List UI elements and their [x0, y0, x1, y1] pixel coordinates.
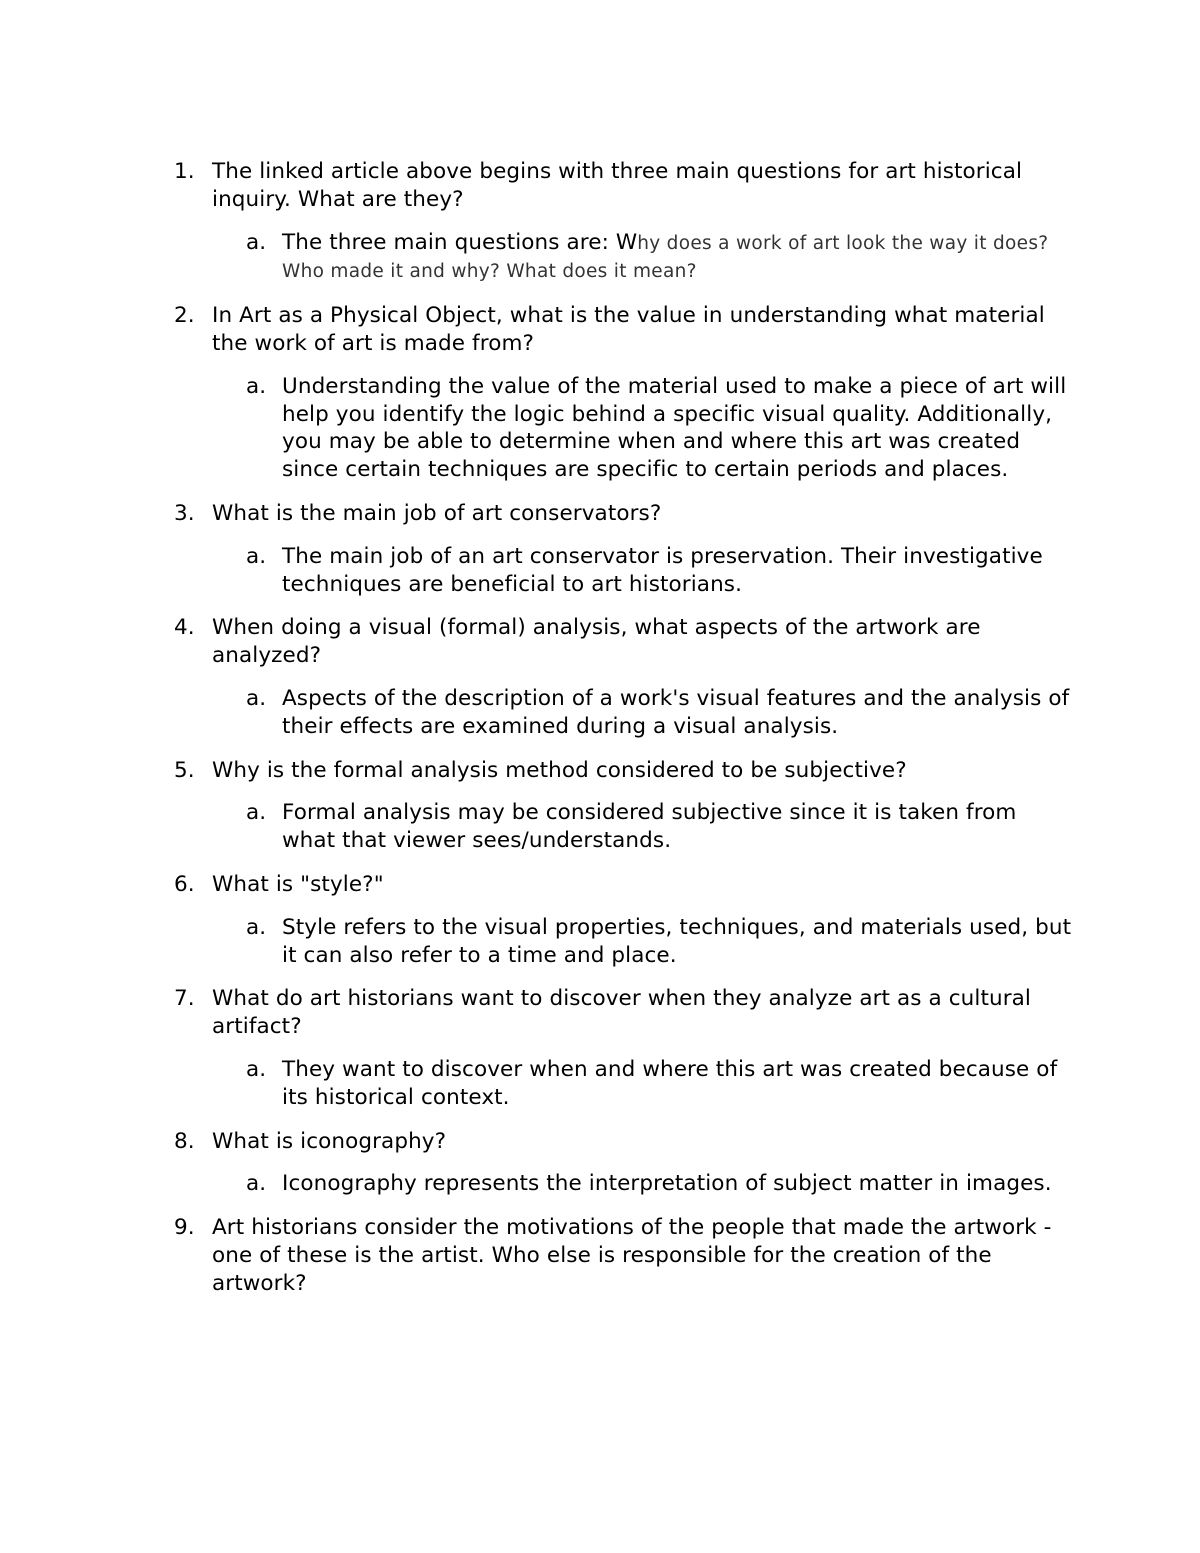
- question-item-1: [174, 158, 1074, 286]
- answer-item: [246, 373, 1074, 484]
- answer-letter: a.: [246, 914, 267, 940]
- question-item-6: [174, 871, 1074, 969]
- question-item-3: [174, 500, 1074, 598]
- answer-item: [246, 1056, 1074, 1112]
- question-text: Art historians consider the motivations of the people that made the artwork - one of these is the artist. Who else is responsible for the creation of the artwork?: [212, 1215, 1052, 1296]
- answer-item: [246, 229, 1074, 287]
- answer-item: [246, 914, 1074, 970]
- answer-letter: a.: [246, 685, 267, 711]
- question-text: What is "style?": [212, 871, 384, 897]
- question-text: What do art historians want to discover when they analyze art as a cultural artifact?: [212, 986, 1031, 1040]
- answer-text: The main job of an art conservator is preservation. Their investigative techniques are beneficial to art historians.: [282, 543, 1043, 597]
- question-text: The linked article above begins with three main questions for art historical inquiry. What are they?: [212, 159, 1023, 212]
- question-text: In Art as a Physical Object, what is the value in understanding what material the work of art is made from?: [212, 303, 1045, 356]
- question-number: 2.: [174, 303, 195, 329]
- answer-letter: a.: [246, 373, 267, 399]
- question-number: 8.: [174, 1128, 195, 1154]
- answer-text: Formal analysis may be considered subjective since it is taken from what that viewer sees/understands.: [282, 800, 1017, 854]
- question-item-2: [174, 302, 1074, 484]
- question-item-9: [174, 1214, 1074, 1297]
- question-number: 1.: [174, 159, 195, 184]
- answer-item: [246, 543, 1074, 599]
- question-item-8: [174, 1128, 1074, 1199]
- question-text: What is iconography?: [212, 1128, 447, 1154]
- answer-letter: a.: [246, 229, 267, 255]
- answer-letter: a.: [246, 1171, 267, 1197]
- question-text: When doing a visual (formal) analysis, what aspects of the artwork are analyzed?: [212, 615, 981, 669]
- question-list: [174, 158, 1074, 1298]
- question-number: 9.: [174, 1215, 195, 1241]
- question-number: 3.: [174, 500, 195, 526]
- answer-text: Understanding the value of the material used to make a piece of art will help you identify the logic behind a specific visual quality. Additionally, you may be able to determine when and where this art was created since certain techniques are specific to certain periods and places.: [282, 373, 1067, 483]
- question-number: 6.: [174, 871, 195, 897]
- answer-quoted-text: hy does a work of art look the way it does? Who made it and why? What does it mean?: [282, 232, 1049, 283]
- answer-item: [246, 685, 1074, 741]
- question-text: What is the main job of art conservators?: [212, 500, 662, 526]
- question-text: Why is the formal analysis method considered to be subjective?: [212, 757, 907, 783]
- question-item-7: [174, 985, 1074, 1111]
- answer-letter: a.: [246, 800, 267, 826]
- answer-item: [246, 1170, 1074, 1198]
- answer-letter: a.: [246, 543, 267, 569]
- question-number: 7.: [174, 986, 195, 1012]
- answer-letter: a.: [246, 1056, 267, 1082]
- answer-text: They want to discover when and where this art was created because of its historical context.: [282, 1056, 1058, 1110]
- question-number: 4.: [174, 615, 195, 641]
- answer-item: [246, 799, 1074, 855]
- answer-text: Iconography represents the interpretation of subject matter in images.: [282, 1171, 1052, 1197]
- answer-lead-text: The three main questions are: W: [282, 229, 638, 255]
- question-item-4: [174, 614, 1074, 740]
- answer-text: Aspects of the description of a work's visual features and the analysis of their effects are examined during a visual analysis.: [282, 685, 1070, 739]
- question-number: 5.: [174, 757, 195, 783]
- answer-text: Style refers to the visual properties, techniques, and materials used, but it can also refer to a time and place.: [282, 914, 1072, 968]
- question-item-5: [174, 757, 1074, 855]
